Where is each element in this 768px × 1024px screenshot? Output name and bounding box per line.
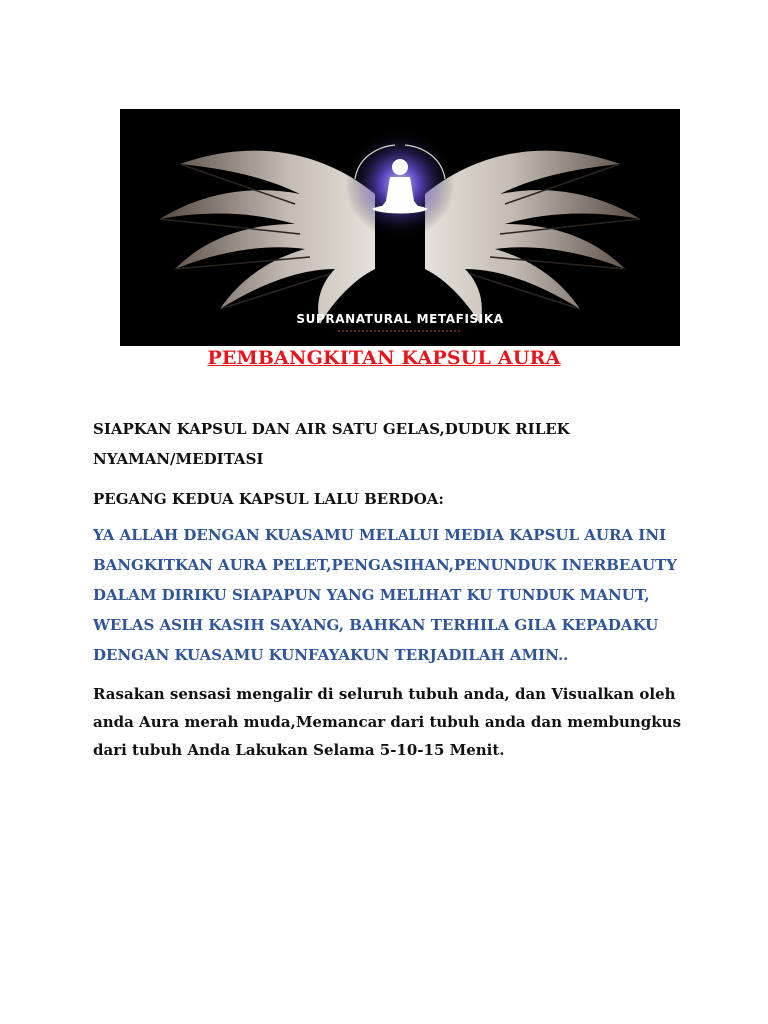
prayer-line: DENGAN KUASAMU KUNFAYAKUN TERJADILAH AMIN.. — [93, 646, 569, 664]
text-line: Rasakan sensasi mengalir di seluruh tubuh anda, dan Visualkan oleh — [93, 685, 676, 703]
page-title: PEMBANGKITAN KAPSUL AURA — [207, 347, 561, 369]
text-line: anda Aura merah muda,Memancar dari tubuh anda dan membungkus — [93, 713, 682, 731]
prayer-line: BANGKITKAN AURA PELET,PENGASIHAN,PENUNDUK INERBEAUTY — [93, 556, 677, 574]
banner-image — [120, 109, 680, 346]
banner-logo-text: SUPRANATURAL METAFISIKA — [296, 312, 504, 326]
text-line: dari tubuh Anda Lakukan Selama 5-10-15 Menit. — [93, 741, 505, 759]
prayer-text — [93, 520, 713, 670]
prayer-line: YA ALLAH DENGAN KUASAMU MELALUI MEDIA KAPSUL AURA INI — [93, 526, 667, 544]
prayer-line: DALAM DIRIKU SIAPAPUN YANG MELIHAT KU TUNDUK MANUT, — [93, 586, 650, 604]
prayer-line: WELAS ASIH KASIH SAYANG, BAHKAN TERHILA GILA KEPADAKU — [93, 616, 659, 634]
instruction-paragraph-2: PEGANG KEDUA KAPSUL LALU BERDOA: — [93, 490, 444, 508]
visualization-paragraph — [93, 680, 693, 764]
text-line: NYAMAN/MEDITASI — [93, 450, 264, 468]
text-line: SIAPKAN KAPSUL DAN AIR SATU GELAS,DUDUK RILEK — [93, 420, 570, 438]
instruction-paragraph-1 — [93, 414, 693, 474]
winged-meditation-logo — [120, 109, 680, 346]
